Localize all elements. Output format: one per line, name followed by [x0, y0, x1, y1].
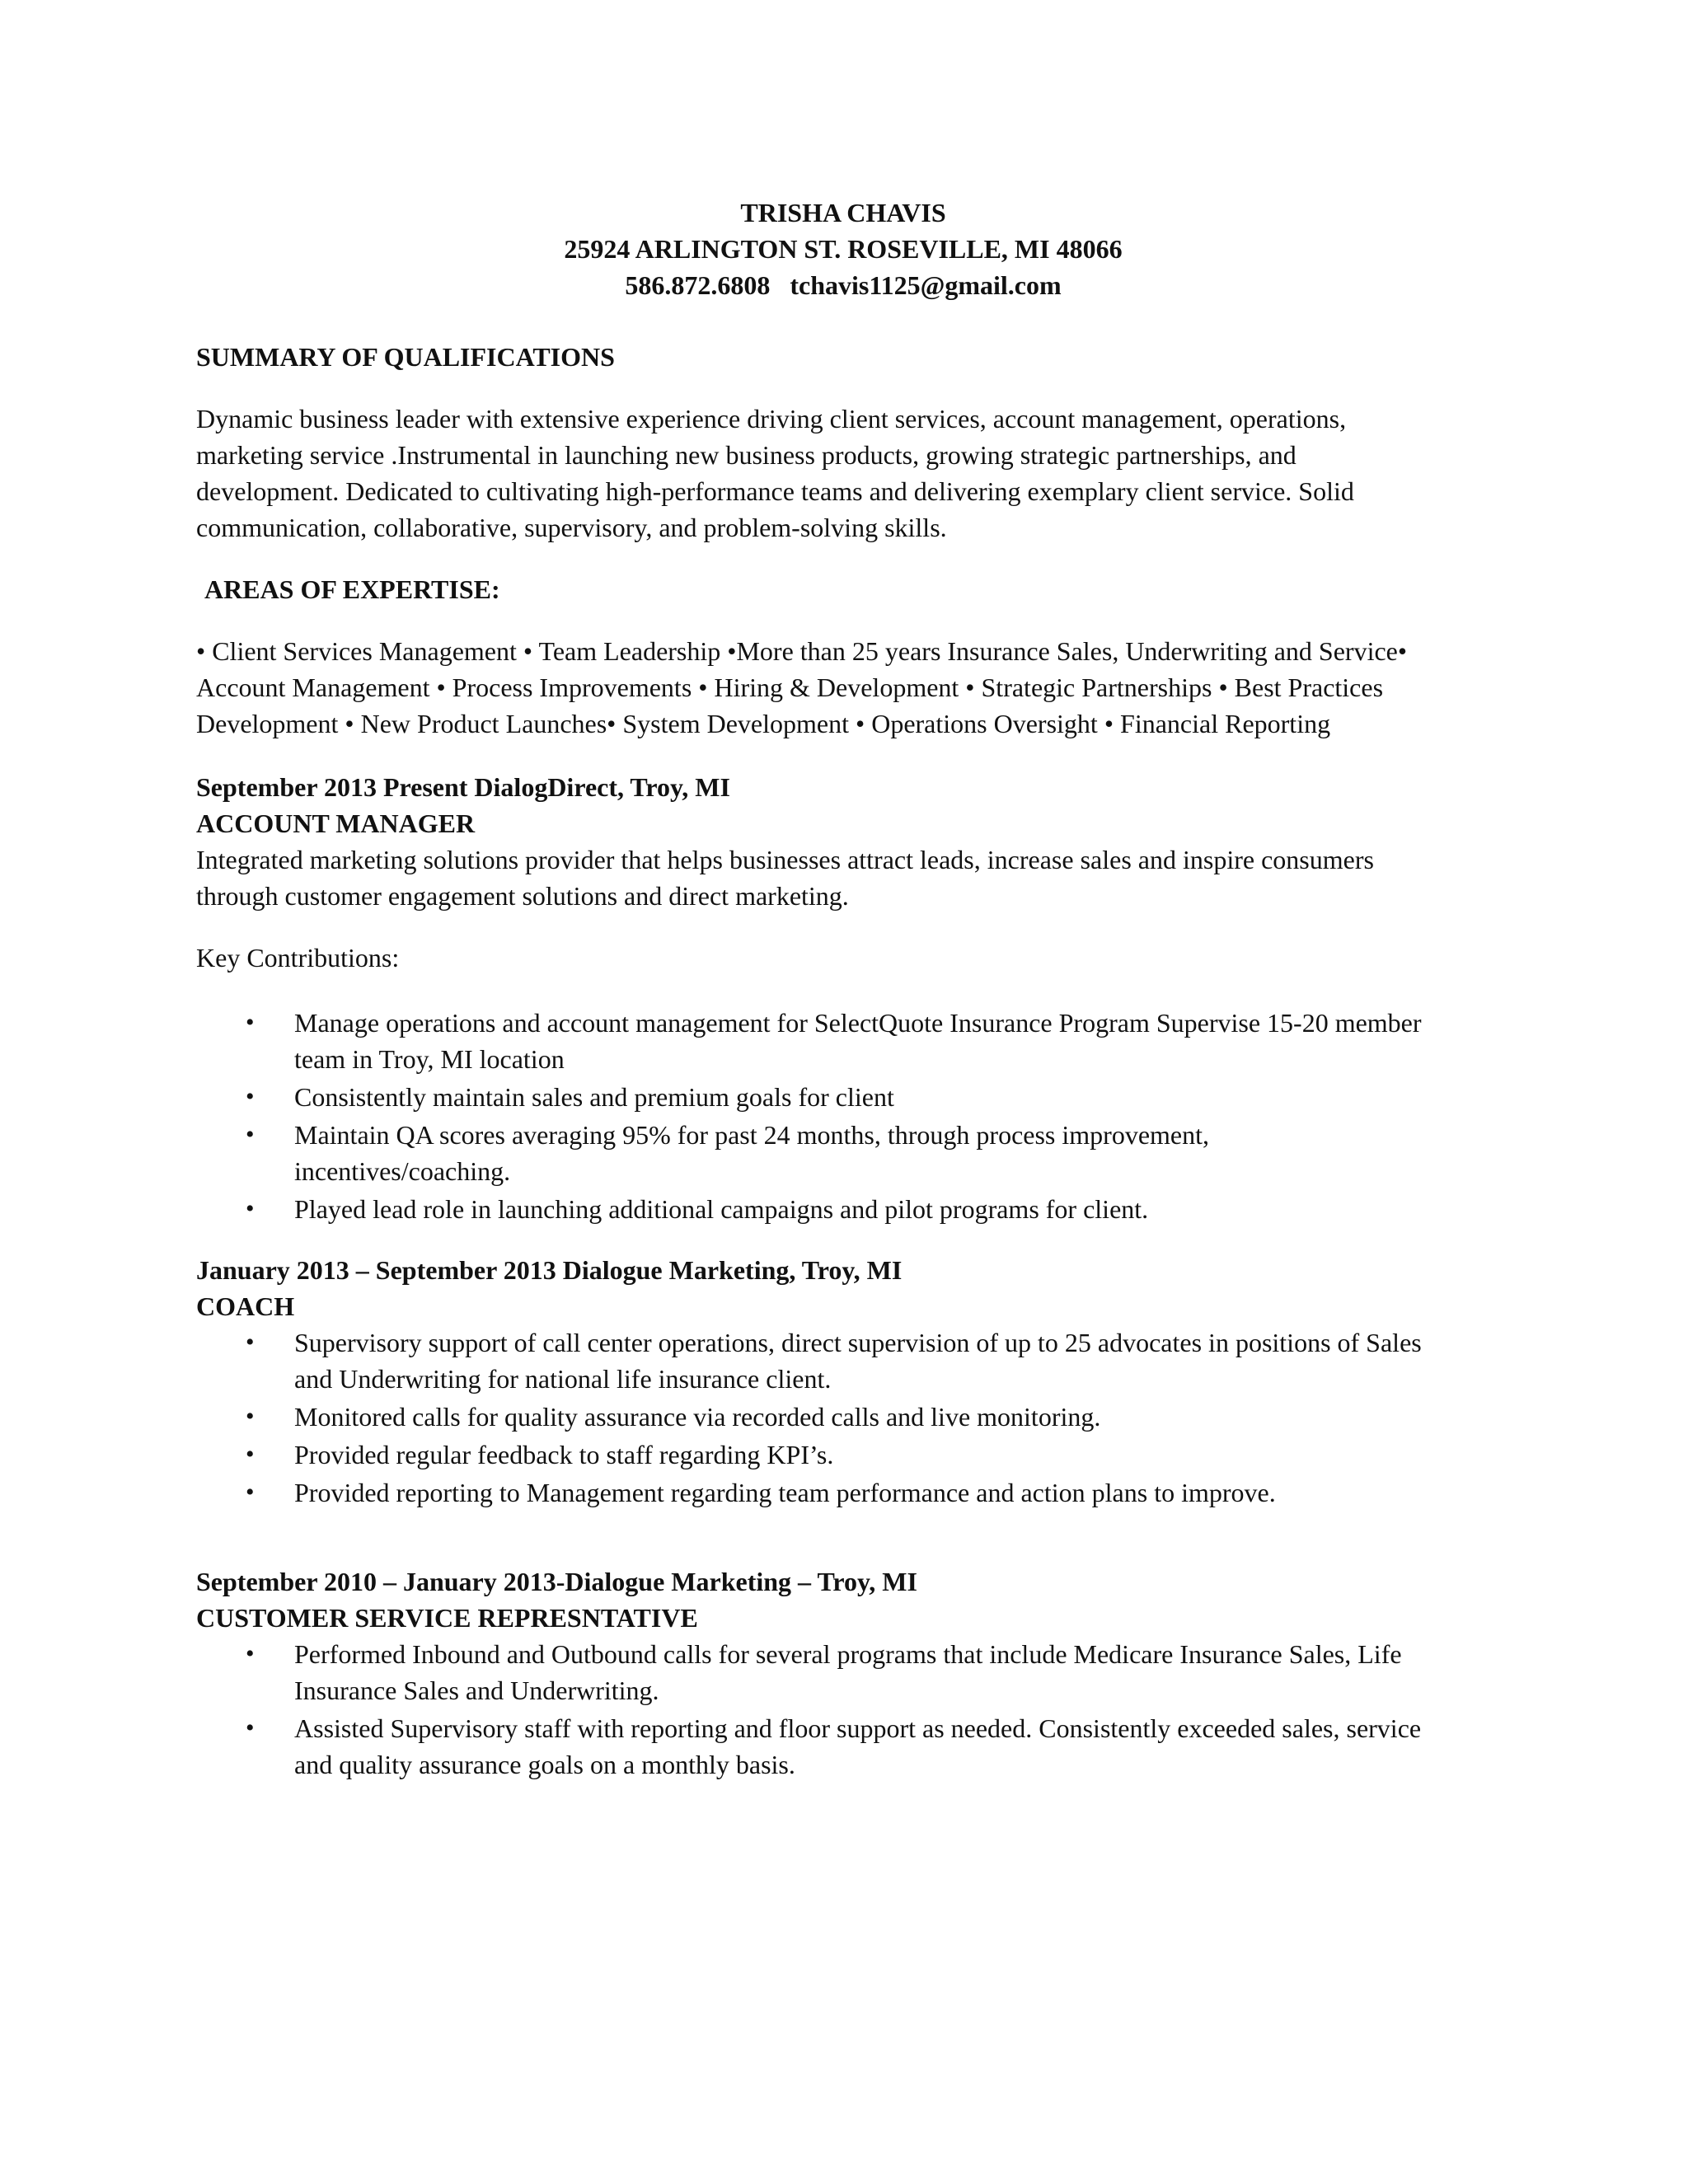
- bullet-icon: •: [246, 1479, 255, 1506]
- bullet-line: Consistently maintain sales and premium goals for client: [294, 1082, 894, 1112]
- bullet-icon: •: [246, 1009, 255, 1036]
- bullet-line: team in Troy, MI location: [294, 1044, 565, 1074]
- job-bullet: [196, 1436, 1490, 1473]
- candidate-address: 25924 ARLINGTON ST. ROSEVILLE, MI 48066: [564, 234, 1123, 264]
- bullet-line: Provided reporting to Management regarding team performance and action plans to improve.: [294, 1478, 1276, 1507]
- job-entry: [196, 769, 1490, 1227]
- job-bullet: [196, 1079, 1490, 1115]
- job-dates-company: January 2013 – September 2013 Dialogue Marketing, Troy, MI: [196, 1255, 903, 1285]
- job-bullet: [196, 1636, 1490, 1708]
- resume-page: [196, 194, 1490, 1784]
- summary-line: development. Dedicated to cultivating high-performance teams and delivering exemplary client service. Solid: [196, 476, 1354, 506]
- job-dates-company: September 2010 – January 2013-Dialogue Marketing – Troy, MI: [196, 1567, 917, 1596]
- bullet-icon: •: [246, 1083, 255, 1110]
- expertise-line: Development • New Product Launches• System Development • Operations Oversight • Financial Reporting: [196, 709, 1331, 738]
- job-entry: [196, 1252, 1490, 1511]
- bullet-line: and quality assurance goals on a monthly basis.: [294, 1750, 795, 1779]
- bullet-line: Played lead role in launching additional campaigns and pilot programs for client.: [294, 1194, 1149, 1224]
- expertise-heading: AREAS OF EXPERTISE:: [204, 574, 500, 604]
- job-title: ACCOUNT MANAGER: [196, 808, 476, 838]
- summary-heading: SUMMARY OF QUALIFICATIONS: [196, 342, 615, 372]
- key-contributions-label: Key Contributions:: [196, 943, 400, 972]
- job-bullet: [196, 1191, 1490, 1227]
- bullet-line: incentives/coaching.: [294, 1156, 511, 1186]
- resume-header: [196, 194, 1490, 303]
- candidate-email: tchavis1125@gmail.com: [790, 270, 1062, 300]
- bullet-line: Performed Inbound and Outbound calls for several programs that include Medicare Insurance Sales, Life: [294, 1639, 1402, 1669]
- bullet-icon: •: [246, 1329, 255, 1356]
- candidate-phone: 586.872.6808: [625, 270, 771, 300]
- bullet-line: and Underwriting for national life insurance client.: [294, 1364, 832, 1394]
- job-bullet: [196, 1324, 1490, 1397]
- job-bullet: [196, 1117, 1490, 1189]
- bullet-icon: •: [246, 1121, 255, 1148]
- job-description-line: through customer engagement solutions and direct marketing.: [196, 881, 849, 911]
- job-bullet-list: [196, 1636, 1490, 1783]
- job-bullet: [196, 1399, 1490, 1435]
- bullet-icon: •: [246, 1403, 255, 1430]
- summary-paragraph: [196, 401, 1490, 546]
- job-bullet: [196, 1005, 1490, 1077]
- expertise-line: • Client Services Management • Team Leadership •More than 25 years Insurance Sales, Underwriting and Service•: [196, 636, 1408, 666]
- summary-line: communication, collaborative, supervisory, and problem-solving skills.: [196, 513, 947, 542]
- job-title: CUSTOMER SERVICE REPRESNTATIVE: [196, 1603, 698, 1633]
- contact-line: [196, 267, 1490, 303]
- job-title: COACH: [196, 1291, 295, 1321]
- job-bullet: [196, 1710, 1490, 1783]
- bullet-icon: •: [246, 1441, 255, 1468]
- candidate-name: TRISHA CHAVIS: [740, 198, 946, 227]
- job-bullet-list: [196, 1005, 1490, 1227]
- bullet-icon: •: [246, 1640, 255, 1667]
- bullet-icon: •: [246, 1195, 255, 1222]
- job-dates-company: September 2013 Present DialogDirect, Troy, MI: [196, 772, 730, 802]
- summary-line: Dynamic business leader with extensive experience driving client services, account management, operations,: [196, 404, 1347, 434]
- job-description-line: Integrated marketing solutions provider that helps businesses attract leads, increase sales and inspire consumers: [196, 845, 1374, 874]
- bullet-line: Insurance Sales and Underwriting.: [294, 1675, 659, 1705]
- bullet-line: Maintain QA scores averaging 95% for past 24 months, through process improvement,: [294, 1120, 1209, 1150]
- job-entry: [196, 1563, 1490, 1783]
- expertise-paragraph: [196, 633, 1490, 742]
- bullet-line: Manage operations and account management for SelectQuote Insurance Program Supervise 15-20 member: [294, 1008, 1422, 1038]
- job-bullet: [196, 1474, 1490, 1511]
- expertise-line: Account Management • Process Improvements • Hiring & Development • Strategic Partnerships • Best Practices: [196, 673, 1384, 702]
- bullet-line: Supervisory support of call center operations, direct supervision of up to 25 advocates in positions of Sales: [294, 1328, 1422, 1357]
- summary-line: marketing service .Instrumental in launching new business products, growing strategic partnerships, and: [196, 440, 1296, 470]
- bullet-line: Monitored calls for quality assurance via recorded calls and live monitoring.: [294, 1402, 1101, 1432]
- bullet-line: Assisted Supervisory staff with reporting and floor support as needed. Consistently exceeded sales, service: [294, 1713, 1422, 1743]
- bullet-icon: •: [246, 1714, 255, 1741]
- bullet-line: Provided regular feedback to staff regarding KPI’s.: [294, 1440, 834, 1469]
- job-bullet-list: [196, 1324, 1490, 1511]
